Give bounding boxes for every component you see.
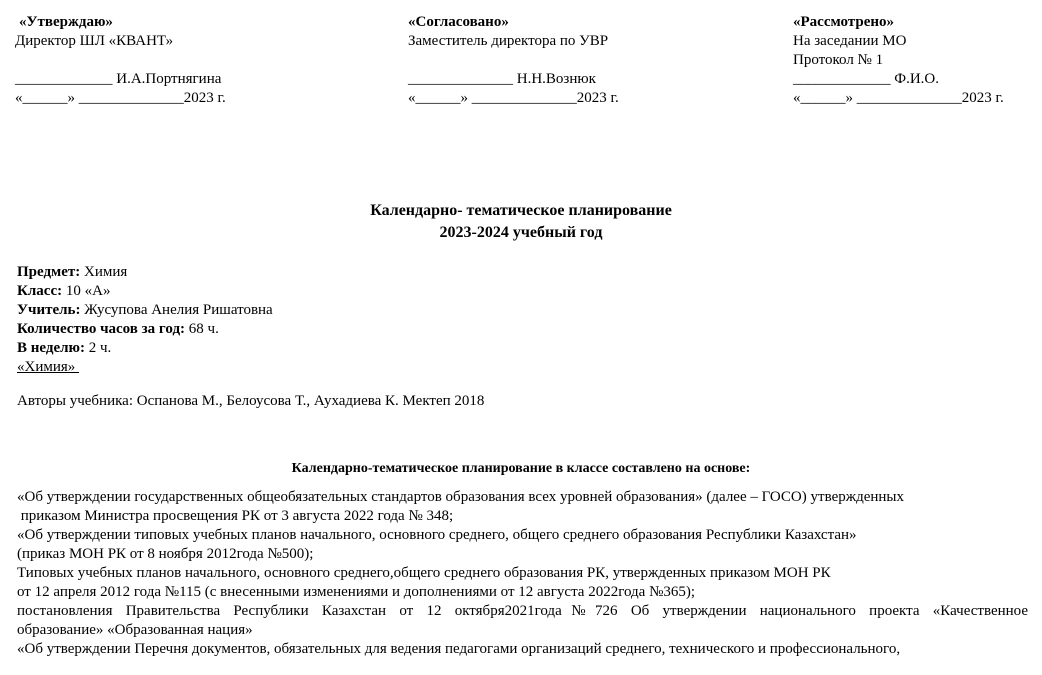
hours-week-value: 2 ч. <box>84 340 112 356</box>
approval-heading: «Рассмотрено» <box>793 14 894 30</box>
approval-signature: ______________ Н.Н.Вознюк <box>408 71 596 87</box>
approval-block-approve <box>15 13 226 108</box>
approval-extra <box>408 51 619 70</box>
hours-year-row <box>17 320 273 339</box>
textbook-authors: Авторы учебника: Оспанова М., Белоусова Т., Аухадиева К. Мектеп 2018 <box>17 393 485 409</box>
approval-date: «______» ______________2023 г. <box>15 90 226 106</box>
approval-position: На заседании МО <box>793 33 907 49</box>
document-title <box>0 200 1042 244</box>
approval-protocol: Протокол № 1 <box>793 52 884 68</box>
approval-position: Директор ШЛ «КВАНТ» <box>15 33 174 49</box>
basis-line: «Об утверждении государственных общеобязательных стандартов образования всех уровней образования» (далее – ГОСО) утвержденных <box>17 489 905 505</box>
approval-date: «______» ______________2023 г. <box>793 90 1004 106</box>
hours-week-label: В неделю: <box>17 340 85 356</box>
approval-block-agreed <box>408 13 619 108</box>
approval-block-reviewed <box>793 13 1004 108</box>
teacher-label: Учитель: <box>17 302 81 318</box>
hours-year-value: 68 ч. <box>185 321 219 337</box>
title-line-2: 2023-2024 учебный год <box>439 224 603 241</box>
teacher-row <box>17 301 273 320</box>
approval-signature: _____________ И.А.Портнягина <box>15 71 222 87</box>
approval-signature: _____________ Ф.И.О. <box>793 71 940 87</box>
approval-heading: «Утверждаю» <box>19 14 113 30</box>
class-label: Класс: <box>17 283 63 299</box>
subject-row <box>17 263 273 282</box>
class-value: 10 «А» <box>62 283 111 299</box>
hours-week-row <box>17 339 273 358</box>
basis-line: «Об утверждении Перечня документов, обязательных для ведения педагогами организаций среднего, технического и профессионального, <box>17 641 901 657</box>
approval-date: «______» ______________2023 г. <box>408 90 619 106</box>
class-row <box>17 282 273 301</box>
course-name: «Химия» <box>17 359 80 375</box>
approval-heading: «Согласовано» <box>408 14 509 30</box>
basis-line: Типовых учебных планов начального, основного среднего,общего среднего образования РК, утвержденных приказом МОН РК <box>17 565 831 581</box>
title-line-1: Календарно- тематическое планирование <box>370 202 672 219</box>
basis-line: приказом Министра просвещения РК от 3 августа 2022 года № 348; <box>17 508 454 524</box>
teacher-value: Жусупова Анелия Ришатовна <box>80 302 273 318</box>
basis-line: «Об утверждении типовых учебных планов начального, основного среднего, общего среднего образования Республики Казахстан» <box>17 527 857 543</box>
subject-label: Предмет: <box>17 264 81 280</box>
basis-line: образование» «Образованная нация» <box>17 622 253 638</box>
basis-line: от 12 апреля 2012 года №115 (с внесенными изменениями и дополнениями от 12 августа 2022года №365); <box>17 584 696 600</box>
basis-line: (приказ МОН РК от 8 ноября 2012года №500); <box>17 546 314 562</box>
course-info <box>17 263 273 377</box>
basis-list <box>17 488 1028 659</box>
basis-heading: Календарно-тематическое планирование в классе составлено на основе: <box>291 461 751 476</box>
approval-position: Заместитель директора по УВР <box>408 33 609 49</box>
subject-value: Химия <box>80 264 128 280</box>
approval-extra <box>15 51 226 70</box>
hours-year-label: Количество часов за год: <box>17 321 186 337</box>
basis-line: постановления Правительства Республики Казахстан от 12 октября2021года№726 Об утверждении национального проекта «Качественное <box>17 603 1028 619</box>
